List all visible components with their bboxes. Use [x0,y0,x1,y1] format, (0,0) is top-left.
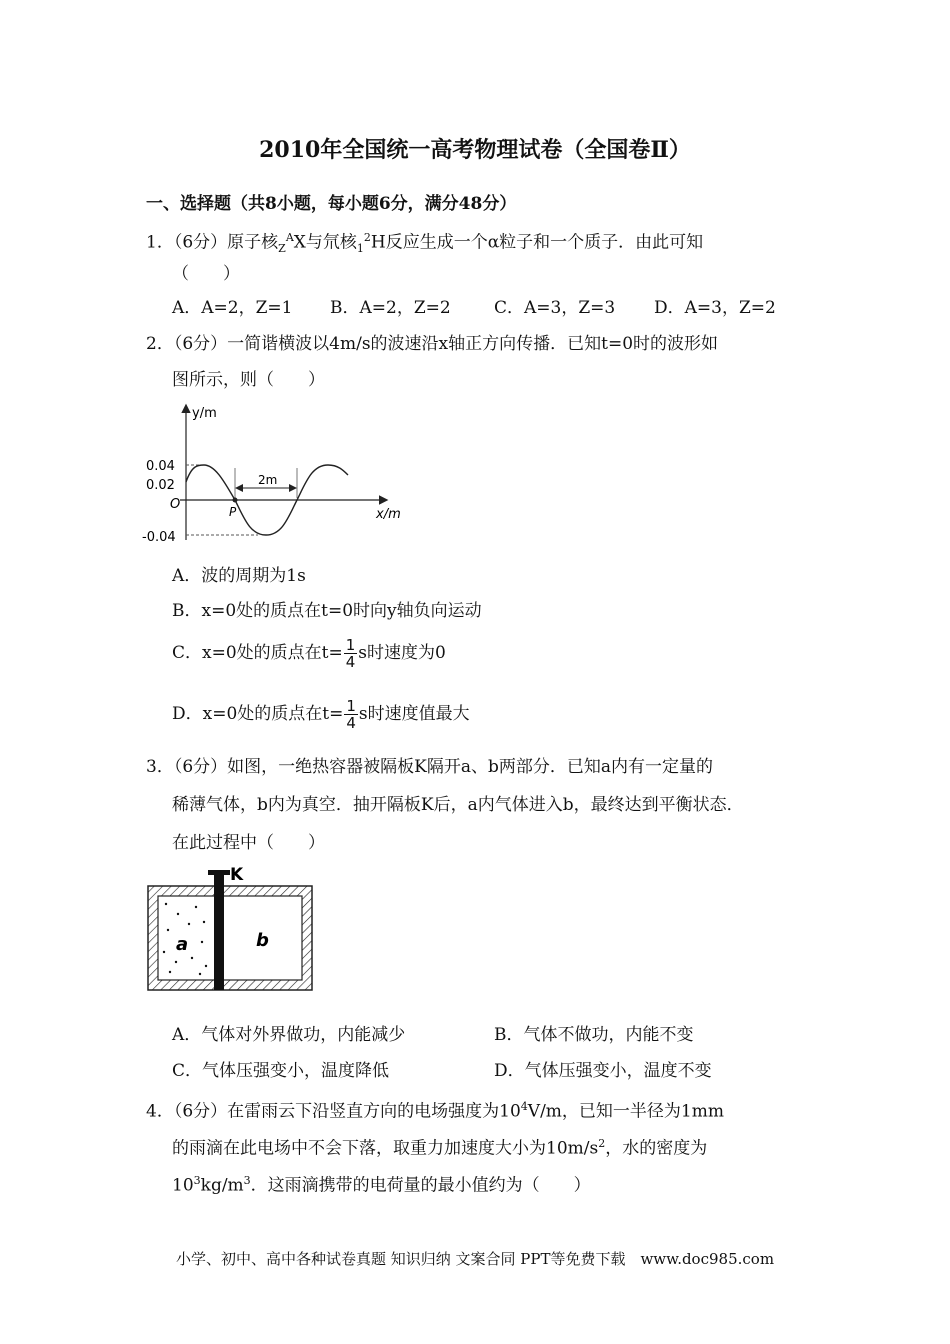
q2-option-c-post: s时速度为0 [358,643,446,663]
q2-option-d-pre: D．x=0处的质点在t= [172,704,344,724]
frac-numerator: 1 [345,636,356,654]
q1-text-a: 原子核 [227,232,279,253]
q3-text-line1: 如图，一绝热容器被隔板K隔开a、b两部分．已知a内有一定量的 [227,757,714,777]
q1-blank: （ ） [172,264,240,284]
q2-number: 2． [146,334,174,354]
q2-option-c-pre: C．x=0处的质点在t= [172,643,343,663]
q2-option-d-fraction [344,698,358,731]
q3-stem-line1 [146,756,713,778]
q4-e-exp: 4 [520,1100,528,1113]
q4-m-exp: 3 [243,1174,251,1187]
q1-h-sup: 2 [363,231,371,244]
frac-denominator: 4 [346,714,356,732]
q2-option-a: A．波的周期为1s [172,566,306,586]
q3-option-d: D．气体压强变小，温度不变 [494,1061,712,1081]
q1-x-sub: Z [278,242,286,256]
partition-k [214,870,224,990]
q2-option-d-post: s时速度值最大 [358,704,470,724]
frac-numerator: 1 [346,697,356,715]
q2-option-d [172,698,470,731]
q1-stem [146,227,703,260]
label-b: b [256,930,269,951]
q1-option-a: A．A=2，Z=1 [172,298,293,318]
q4-text-line2-a: 的雨滴在此电场中不会下落，取重力加速度大小为10m/s [172,1138,599,1159]
q1-text-c: 反应生成一个α粒子和一个质子．由此可知 [385,232,704,253]
q4-g-exp: 2 [598,1137,606,1150]
q2-option-c [172,637,446,670]
q3-option-c: C．气体压强变小，温度降低 [172,1061,390,1081]
q4-score: （6分） [173,1101,228,1122]
q2-wave-figure [140,400,420,555]
q1-h: H [370,232,386,253]
q3-stem-line3: 在此过程中（ ） [172,833,325,853]
q4-stem-line2 [172,1133,707,1160]
q2-text-line1: 一简谐横波以4m/s的波速沿x轴正方向传播．已知t=0时的波形如 [227,334,719,354]
x-axis-label: x/m [376,507,401,522]
q4-text-line2-b: ，水的密度为 [605,1138,708,1159]
q3-score: （6分） [173,757,228,777]
q2-score: （6分） [173,334,228,354]
frac-denominator: 4 [345,653,356,671]
origin-label: O [170,497,181,512]
tick-label-0-02: 0.02 [146,478,175,493]
y-axis-label: y/m [192,406,217,421]
q1-text-b: 与氘核 [305,232,357,253]
q1-x-sup: A [285,231,294,244]
point-p-label: P [229,505,237,519]
q2-stem-line1 [146,333,718,355]
page-footer: 小学、初中、高中各种试卷真题 知识归纳 文案合同 PPT等免费下载 www.doc985.com [175,1250,775,1268]
q2-stem-line2: 图所示，则（ ） [172,370,325,390]
q4-text-line3-a: 10 [172,1175,194,1196]
q3-option-b: B．气体不做功，内能不变 [494,1025,694,1045]
q1-option-c: C．A=3，Z=3 [494,298,616,318]
q4-rho-exp: 3 [193,1174,201,1187]
q3-number: 3． [146,757,174,777]
q4-text-line1-a: 在雷雨云下沿竖直方向的电场强度为10 [227,1101,521,1122]
span-label: 2m [258,473,278,487]
q1-option-d: D．A=3，Z=2 [654,298,776,318]
q1-score: （6分） [173,232,228,253]
label-k: K [230,865,244,885]
q1-number: 1． [146,232,174,253]
q3-stem-line2: 稀薄气体，b内为真空．抽开隔板K后，a内气体进入b，最终达到平衡状态． [172,795,744,815]
q4-text-line3-c: ．这雨滴携带的电荷量的最小值约为（ ） [250,1175,591,1196]
q1-x: X [293,232,306,253]
tick-label-0-04: 0.04 [146,459,175,474]
q4-stem-line1 [146,1096,724,1123]
q2-option-c-fraction [344,637,358,670]
partition-handle [208,870,230,875]
q4-text-line1-b: V/m，已知一半径为1mm [527,1101,724,1122]
point-p-marker [233,498,238,503]
page-title: 2010年全国统一高考物理试卷（全国卷Ⅱ） [259,137,691,163]
q4-stem-line3 [172,1170,591,1197]
q4-number: 4． [146,1101,174,1122]
q1-h-sub: 1 [356,242,364,256]
q3-option-a: A．气体对外界做功，内能减少 [172,1025,406,1045]
q4-text-line3-b: kg/m [200,1175,244,1196]
q1-option-b: B．A=2，Z=2 [330,298,451,318]
q2-option-b: B．x=0处的质点在t=0时向y轴负向运动 [172,601,482,621]
q3-container-figure [144,862,316,994]
tick-label-neg-0-04: -0.04 [142,530,176,545]
label-a: a [176,934,189,955]
section-heading: 一、选择题（共8小题，每小题6分，满分48分） [146,194,517,214]
